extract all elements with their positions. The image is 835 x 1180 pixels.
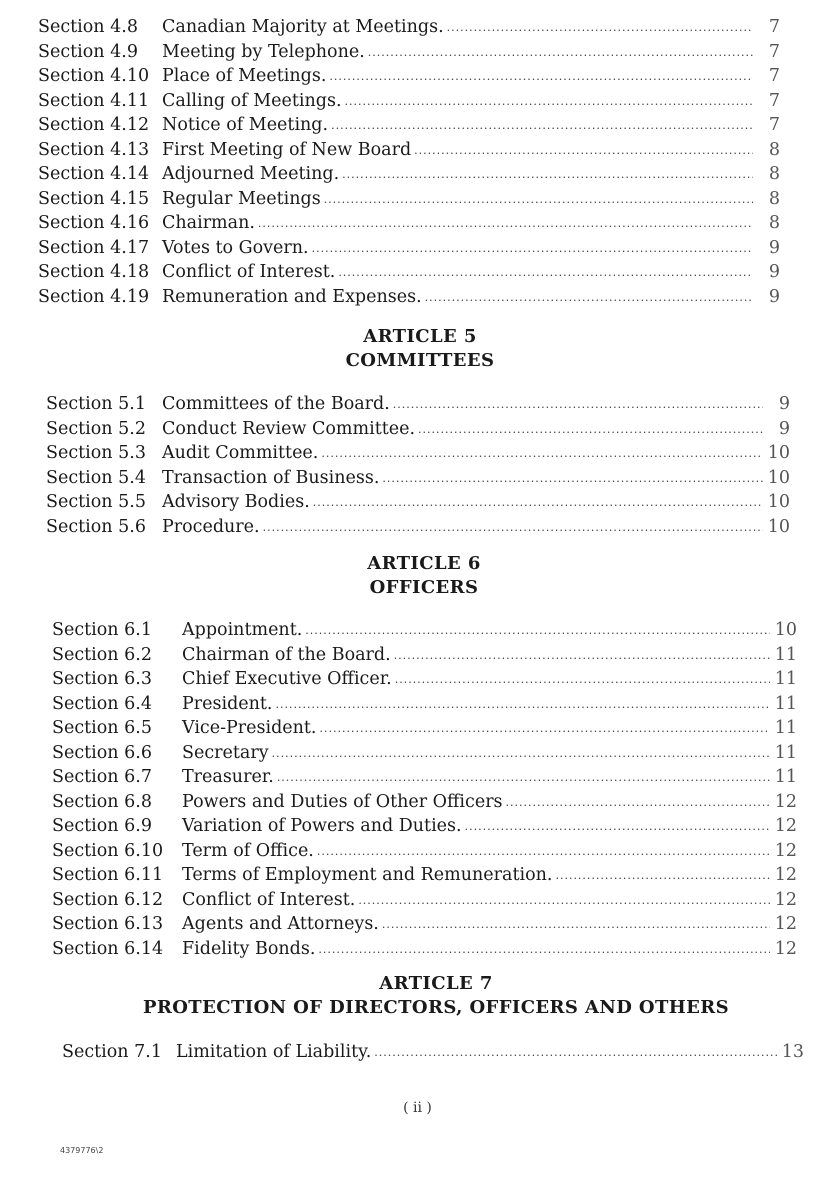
toc-entry	[38, 260, 780, 285]
toc-entry	[38, 138, 780, 163]
dot-leader	[447, 16, 753, 41]
page-reference: 11	[774, 669, 797, 689]
toc-entry	[38, 236, 780, 261]
page-reference: 7	[768, 17, 780, 37]
section-number: Section 6.13	[52, 914, 164, 934]
page-reference: 8	[768, 164, 780, 184]
section-title: Transaction of Business.	[162, 467, 380, 488]
dot-leader	[258, 212, 753, 237]
page-reference: 9	[778, 394, 790, 414]
section-number: Section 4.10	[38, 66, 150, 86]
toc-entry	[46, 417, 790, 442]
section-number: Section 4.9	[38, 41, 138, 62]
dot-leader	[317, 840, 770, 865]
page-number: ( ii )	[403, 1100, 432, 1116]
page-reference: 10	[774, 620, 797, 640]
section-number: Section 6.7	[52, 767, 152, 787]
toc-entry	[46, 441, 790, 466]
toc-entry	[38, 89, 780, 114]
section-number: Section 5.1	[46, 394, 146, 414]
article-7-heading	[0, 972, 835, 1020]
dot-leader	[395, 668, 770, 693]
dot-leader	[506, 791, 770, 816]
section-title: Calling of Meetings.	[162, 90, 342, 111]
page-reference: 12	[774, 914, 797, 934]
section-title: Adjourned Meeting.	[162, 164, 340, 184]
toc-entry	[52, 839, 797, 864]
dot-leader	[342, 163, 753, 188]
toc-entry	[52, 790, 797, 815]
toc-entry	[38, 162, 780, 187]
article-6-section-list	[52, 618, 797, 961]
page-reference: 9	[778, 418, 790, 439]
page-reference: 13	[781, 1042, 804, 1062]
page-reference: 10	[767, 492, 790, 512]
toc-entry	[52, 765, 797, 790]
page-reference: 12	[774, 840, 797, 861]
page-reference: 12	[774, 791, 797, 812]
section-number: Section 6.11	[52, 865, 164, 885]
dot-leader	[318, 938, 770, 963]
section-title: Audit Committee.	[162, 443, 319, 463]
section-number: Section 6.1	[52, 620, 152, 640]
dot-leader	[331, 114, 753, 139]
toc-entry	[38, 113, 780, 138]
section-number: Section 5.5	[46, 492, 146, 512]
section-title: Procedure.	[162, 516, 260, 537]
page-reference: 12	[774, 938, 797, 959]
page-reference: 9	[768, 237, 780, 258]
section-number: Section 6.3	[52, 669, 152, 689]
section-title: Advisory Bodies.	[162, 492, 310, 512]
dot-leader	[374, 1041, 777, 1066]
section-number: Section 6.6	[52, 742, 152, 763]
toc-entry	[46, 466, 790, 491]
toc-entry	[52, 716, 797, 741]
page-reference: 9	[768, 262, 780, 282]
toc-entry	[52, 814, 797, 839]
toc-entry	[38, 64, 780, 89]
toc-entry	[52, 937, 797, 962]
section-title: Chief Executive Officer.	[182, 669, 392, 689]
article-6-title: OFFICERS	[369, 577, 479, 598]
section-title: Limitation of Liability.	[176, 1042, 372, 1062]
dot-leader	[382, 913, 770, 938]
section-title: Notice of Meeting.	[162, 115, 329, 135]
page-reference: 12	[774, 816, 797, 836]
page-reference: 11	[774, 767, 797, 787]
section-title: Conflict of Interest.	[182, 889, 356, 910]
dot-leader	[368, 41, 753, 66]
dot-leader	[329, 65, 753, 90]
toc-entry	[38, 211, 780, 236]
toc-entry	[46, 392, 790, 417]
section-title: Powers and Duties of Other Officers	[182, 791, 503, 812]
section-title: Secretary	[182, 742, 269, 763]
dot-leader	[312, 237, 753, 262]
toc-entry	[46, 515, 790, 540]
page-reference: 12	[774, 865, 797, 885]
dot-leader	[276, 693, 771, 718]
section-number: Section 6.5	[52, 718, 152, 738]
section-title: Canadian Majority at Meetings.	[162, 17, 444, 37]
section-number: Section 5.6	[46, 516, 146, 537]
section-title: Chairman.	[162, 213, 255, 233]
toc-entry	[52, 912, 797, 937]
section-title: Regular Meetings	[162, 188, 321, 209]
dot-leader	[321, 442, 763, 467]
dot-leader	[465, 815, 770, 840]
section-number: Section 5.2	[46, 418, 146, 439]
section-title: Appointment.	[182, 620, 303, 640]
section-number: Section 6.4	[52, 693, 152, 714]
section-title: Treasurer.	[182, 767, 274, 787]
toc-entry	[38, 187, 780, 212]
dot-leader	[338, 261, 753, 286]
page-reference: 12	[774, 889, 797, 910]
article-4-section-list	[38, 15, 780, 309]
section-title: Chairman of the Board.	[182, 644, 391, 665]
section-title: Conduct Review Committee.	[162, 418, 416, 439]
dot-leader	[394, 644, 770, 669]
page-reference: 11	[774, 718, 797, 738]
section-number: Section 4.11	[38, 90, 150, 111]
section-title: Agents and Attorneys.	[182, 914, 379, 934]
toc-entry	[52, 888, 797, 913]
article-7-title: PROTECTION OF DIRECTORS, OFFICERS AND OTHERS	[142, 997, 730, 1018]
article-5-label: ARTICLE 5	[363, 326, 477, 347]
section-title: Committees of the Board.	[162, 394, 390, 414]
section-number: Section 4.14	[38, 164, 150, 184]
toc-entry	[52, 863, 797, 888]
dot-leader	[272, 742, 770, 767]
page-reference: 10	[767, 516, 790, 537]
dot-leader	[414, 139, 753, 164]
article-5-section-list	[46, 392, 790, 539]
dot-leader	[277, 766, 770, 791]
section-number: Section 4.18	[38, 262, 150, 282]
toc-entry	[62, 1040, 804, 1065]
document-code: 4379776\2	[60, 1146, 104, 1155]
section-title: President.	[182, 693, 273, 714]
page-reference: 7	[768, 90, 780, 111]
section-title: Conflict of Interest.	[162, 262, 336, 282]
section-number: Section 4.19	[38, 286, 150, 307]
dot-leader	[382, 467, 763, 492]
section-title: Fidelity Bonds.	[182, 938, 316, 959]
article-5-heading	[0, 325, 835, 373]
page-reference: 9	[768, 286, 780, 307]
page-reference: 7	[768, 41, 780, 62]
dot-leader	[324, 188, 753, 213]
page-reference: 8	[768, 213, 780, 233]
article-6-label: ARTICLE 6	[367, 553, 481, 574]
dot-leader	[305, 619, 770, 644]
toc-entry	[52, 741, 797, 766]
article-7-section-list	[62, 1040, 804, 1065]
page-reference: 7	[768, 115, 780, 135]
toc-entry	[38, 40, 780, 65]
section-number: Section 4.12	[38, 115, 150, 135]
section-number: Section 5.3	[46, 443, 146, 463]
toc-entry	[52, 692, 797, 717]
section-number: Section 5.4	[46, 467, 146, 488]
section-number: Section 4.15	[38, 188, 150, 209]
section-number: Section 6.8	[52, 791, 152, 812]
page-reference: 8	[768, 188, 780, 209]
article-7-label: ARTICLE 7	[379, 973, 493, 994]
toc-entry	[38, 15, 780, 40]
dot-leader	[313, 491, 763, 516]
dot-leader	[555, 864, 770, 889]
section-number: Section 4.17	[38, 237, 150, 258]
dot-leader	[393, 393, 763, 418]
section-number: Section 6.9	[52, 816, 152, 836]
section-number: Section 7.1	[62, 1042, 162, 1062]
toc-entry	[46, 490, 790, 515]
section-number: Section 6.2	[52, 644, 152, 665]
section-title: Variation of Powers and Duties.	[182, 816, 462, 836]
article-5-title: COMMITTEES	[345, 350, 495, 371]
toc-entry	[52, 643, 797, 668]
section-number: Section 6.10	[52, 840, 164, 861]
section-title: Vice-President.	[182, 718, 317, 738]
dot-leader	[425, 286, 753, 311]
section-number: Section 4.16	[38, 213, 150, 233]
section-title: Meeting by Telephone.	[162, 41, 365, 62]
section-title: Terms of Employment and Remuneration.	[182, 865, 553, 885]
section-number: Section 4.13	[38, 139, 150, 160]
page-reference: 10	[767, 443, 790, 463]
toc-entry	[52, 618, 797, 643]
section-title: Remuneration and Expenses.	[162, 286, 422, 307]
toc-entry	[52, 667, 797, 692]
section-title: First Meeting of New Board	[162, 139, 412, 160]
section-title: Term of Office.	[182, 840, 314, 861]
toc-entry	[38, 285, 780, 310]
dot-leader	[358, 889, 770, 914]
page-reference: 11	[774, 693, 797, 714]
section-number: Section 4.8	[38, 17, 138, 37]
dot-leader	[320, 717, 771, 742]
page-reference: 10	[767, 467, 790, 488]
dot-leader	[263, 516, 763, 541]
article-6-heading	[0, 552, 835, 600]
section-title: Votes to Govern.	[162, 237, 309, 258]
section-number: Section 6.14	[52, 938, 164, 959]
page-reference: 7	[768, 66, 780, 86]
section-title: Place of Meetings.	[162, 66, 327, 86]
dot-leader	[418, 418, 763, 443]
page-reference: 11	[774, 644, 797, 665]
dot-leader	[345, 90, 753, 115]
section-number: Section 6.12	[52, 889, 164, 910]
page-reference: 8	[768, 139, 780, 160]
page-reference: 11	[774, 742, 797, 763]
